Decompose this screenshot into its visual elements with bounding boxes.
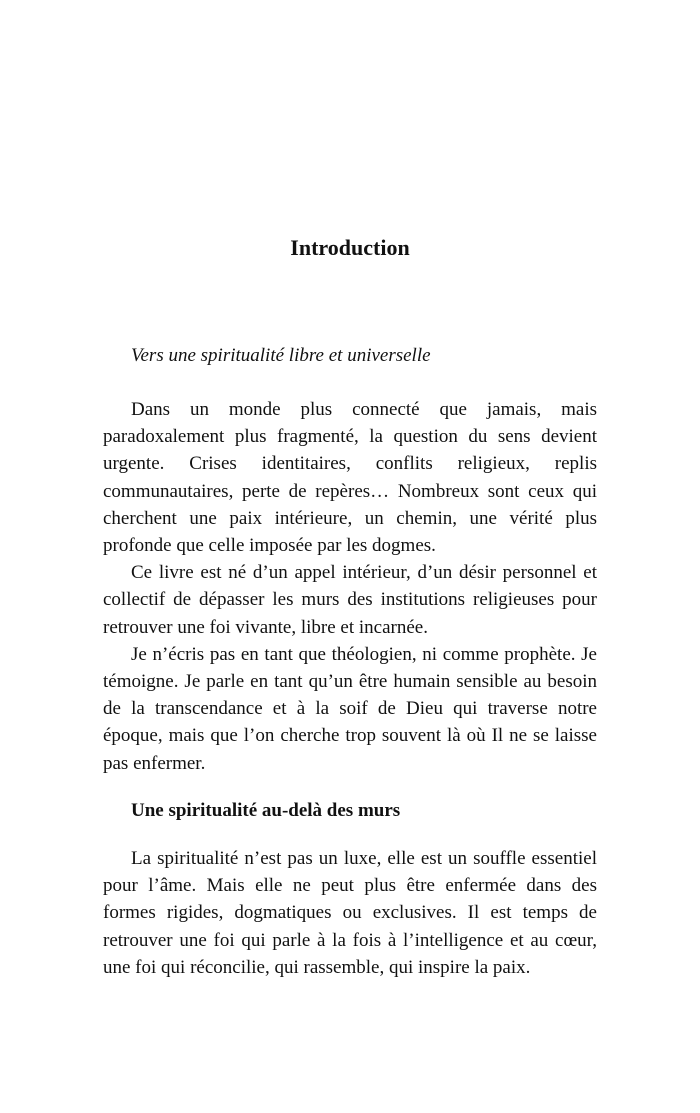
- paragraph: La spiritualité n’est pas un luxe, elle est un souffle essentiel pour l’âme. Mais elle ne peut plus être enfermée dans des formes rigides, dogmatiques ou exclusives. Il est temps de retrouver une foi qui parle à la fois à l’intelligence et au cœur, une foi qui réconcilie, qui rassemble, qui inspire la paix.: [103, 848, 597, 978]
- section-text: [103, 845, 597, 981]
- subtitle: Vers une spiritualité libre et universelle: [131, 345, 431, 366]
- paragraph: Ce livre est né d’un appel intérieur, d’un désir personnel et collectif de dépasser les murs des institutions religieuses pour retrouver une foi vivante, libre et incarnée.: [103, 562, 597, 638]
- page-title: Introduction: [290, 235, 410, 260]
- intro-text: [103, 396, 597, 777]
- paragraph: Dans un monde plus connecté que jamais, mais paradoxalement plus fragmenté, la question du sens devient urgente. Crises identitaires, conflits religieux, replis communautaires, perte de repères… Nombreux sont ceux qui cherchent une paix intérieure, un chemin, une vérité plus profonde que celle imposée par les dogmes.: [103, 399, 597, 557]
- paragraph: Je n’écris pas en tant que théologien, ni comme prophète. Je témoigne. Je parle en tant qu’un être humain sensible au besoin de la transcendance et à la soif de Dieu qui traverse notre époque, mais que l’on cherche trop souvent là où Il ne se laisse pas enfermer.: [103, 643, 597, 774]
- section-heading: Une spiritualité au-delà des murs: [131, 800, 401, 821]
